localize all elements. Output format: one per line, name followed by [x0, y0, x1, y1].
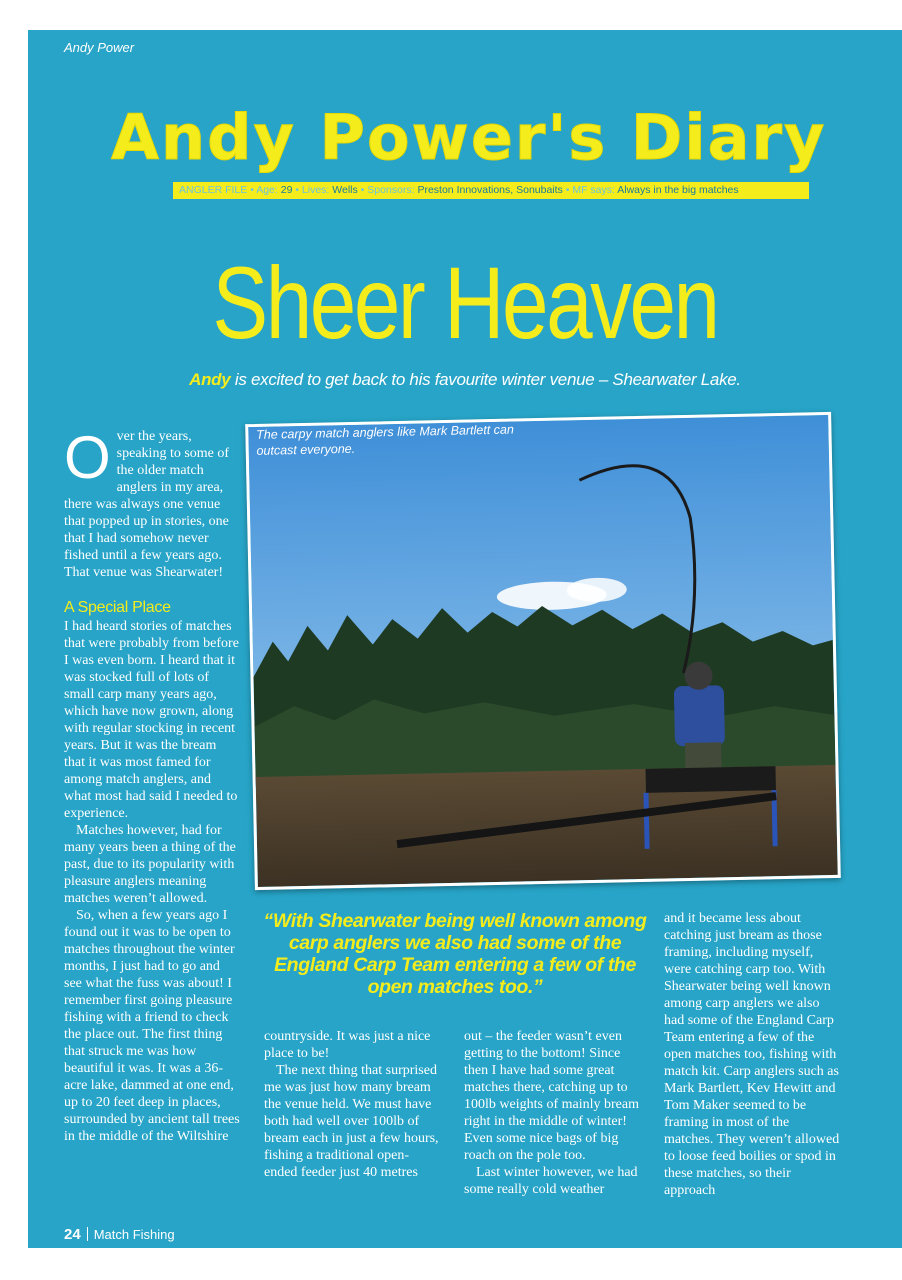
- angler-file-bar: [173, 182, 809, 199]
- paragraph: countryside. It was just a nice place to be!: [264, 1029, 431, 1061]
- column-4: [664, 910, 840, 1199]
- standfirst-text: is excited to get back to his favourite winter venue – Shearwater Lake.: [230, 370, 741, 389]
- paragraph: Last winter however, we had some really cold weather: [464, 1165, 638, 1197]
- running-head: Andy Power: [64, 40, 135, 55]
- mf-says-label: • MF says:: [565, 184, 615, 196]
- paragraph: The next thing that surprised me was just how many bream the venue held. We must have both had well over 100lb of bream each in just a few hours, fishing a traditional open-ended feeder just 40 metres: [264, 1063, 439, 1180]
- diary-banner: [111, 101, 827, 196]
- mf-says: Always in the big matches: [614, 184, 739, 196]
- standfirst-name: Andy: [189, 370, 231, 389]
- lake-scene-illustration: [248, 415, 838, 887]
- column-3: [464, 1028, 640, 1198]
- photo-caption: The carpy match anglers like Mark Bartlett can outcast everyone.: [256, 422, 515, 458]
- column-1: [64, 424, 240, 1145]
- angler-file-label: ANGLER FILE • Age:: [179, 184, 278, 196]
- page-number: 24: [64, 1226, 81, 1243]
- angler-lives-label: • Lives:: [295, 184, 330, 196]
- paragraph: and it became less about catching just bream as those framing, including myself, were catching carp too. With Shearwater being well known among carp anglers we also had some of the England Carp Team entering a few of the open matches too, fishing with match kit. Carp anglers such as Mark Bartlett, Kev Hewitt and Tom Maker seemed to be framing in most of the matches. They weren’t allowed to loose feed boilies or spod in these matches, so their approach: [664, 911, 840, 1198]
- section-subhead: A Special Place: [64, 599, 171, 616]
- standfirst: [28, 370, 902, 390]
- paragraph: I had heard stories of matches that were probably from before I was even born. I heard that it was stocked full of lots of small carp many years ago, which have now grown, along with regular stocking in recent years. But it was the bream that it was most famed for among match anglers, and what most had said I needed to experience.: [64, 619, 239, 821]
- paragraph: out – the feeder wasn’t even getting to the bottom! Since then I have had some great matches there, catching up to 100lb weights of mainly bream right in the middle of winter! Even some nice bags of big roach on the pole too.: [464, 1029, 639, 1163]
- column-2: [264, 1028, 440, 1181]
- angler-photo: [245, 412, 841, 890]
- intro-paragraph: ver the years, speaking to some of the older match anglers in my area, there was always one venue that popped up in stories, one that I had somehow never fished until a few years ago. That venue was Shearwater!: [64, 429, 230, 580]
- angler-age: 29: [277, 184, 296, 196]
- page-folio: [64, 1226, 175, 1243]
- angler-lives: Wells: [329, 184, 361, 196]
- drop-cap: O: [64, 424, 111, 491]
- article-headline: Sheer Heaven: [212, 246, 718, 360]
- pull-quote: “With Shearwater being well known among carp anglers we also had some of the England Carp Team entering a few of the open matches too.”: [263, 910, 647, 998]
- diary-title: Andy Power's Diary: [111, 101, 827, 174]
- paragraph: So, when a few years ago I found out it was to be open to matches throughout the winter months, I just had to go and see what the fuss was about! I remember first going pleasure fishing with a friend to check the place out. The first thing that struck me was how beautiful it was. It was a 36-acre lake, dammed at one end, up to 20 feet deep in places, surrounded by ancient tall trees in the middle of the Wiltshire: [64, 908, 240, 1144]
- paragraph: Matches however, had for many years been a thing of the past, due to its popularity with pleasure anglers meaning matches weren’t allowed.: [64, 823, 236, 906]
- angler-sponsors-label: • Sponsors:: [360, 184, 415, 196]
- angler-sponsors: Preston Innovations, Sonubaits: [414, 184, 566, 196]
- magazine-page: [28, 30, 902, 1248]
- folio-divider: [87, 1227, 88, 1241]
- magazine-name: Match Fishing: [93, 1227, 175, 1242]
